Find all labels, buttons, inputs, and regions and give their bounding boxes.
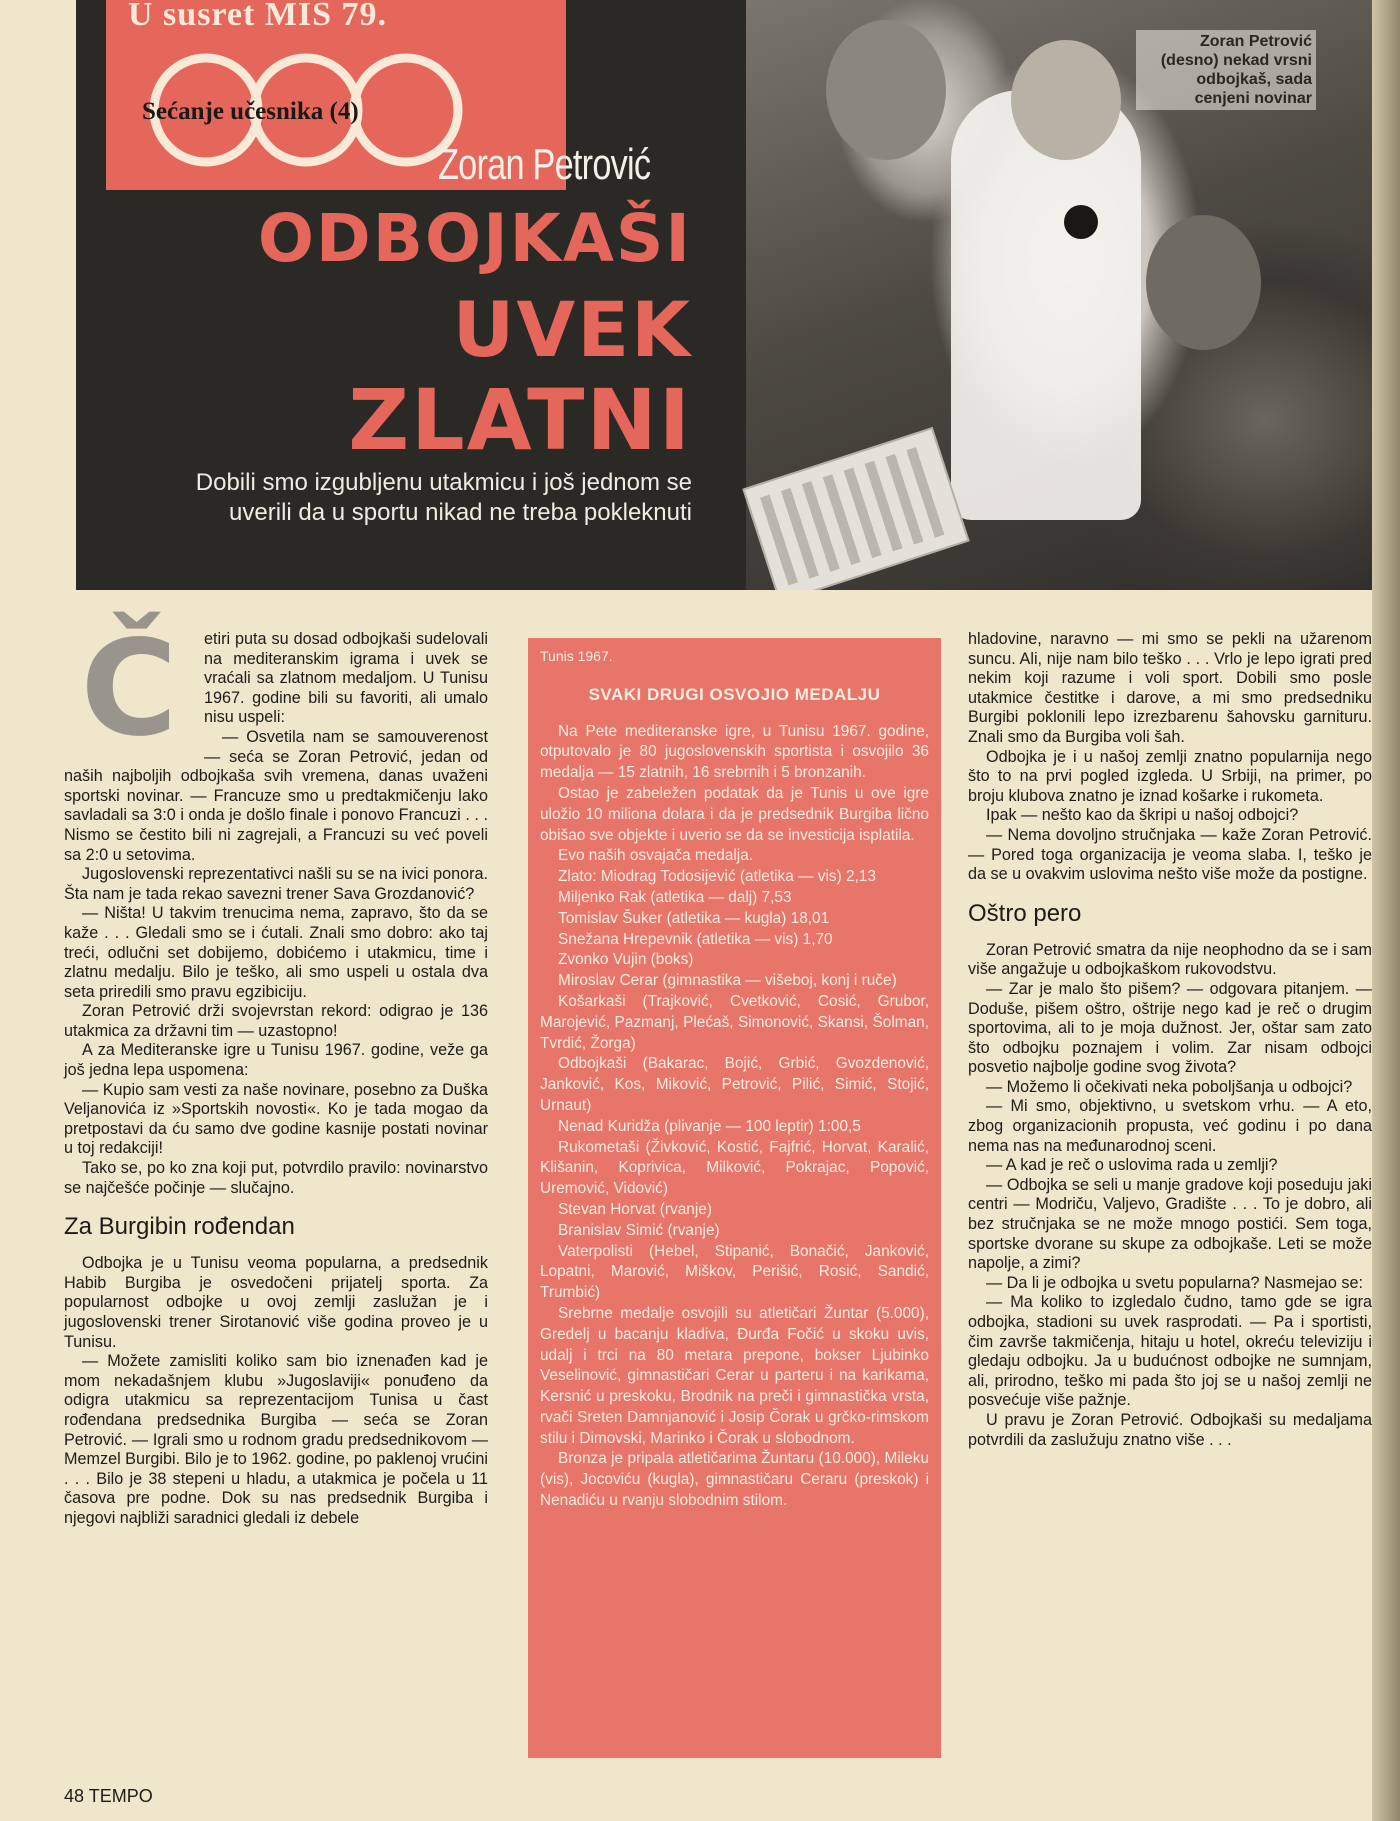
sidebar-paragraph: Na Pete mediteranske igre, u Tunisu 1967. godine, otputovalo je 80 jugoslovenskih sportista i osvojilo 36 medalja — 15 zlatnih, 16 srebrnih i 5 bronzanih. (540, 722, 929, 782)
sidebar-paragraph: Srebrne medalje osvojili su atletičari Žuntar (5.000), Gredelj u bacanju kladiva, Đurđa Fočić u skoku uvis, udalj i trci na 80 metara prepone, bokser Ljubinko Veselinović, gimnastičari Cerar u parteru i na karikama, Kersnić u preskoku, Brodnik na preči i gimnastička vrsta, rvači Sreten Damnjanović i Josip Čorak u grčko-rimskom stilu i Dimovski, Marinko i Čorak u slobodnom. (540, 1304, 929, 1447)
drop-cap: Č (80, 612, 178, 766)
sidebar-tag: Tunis 1967. (540, 648, 613, 664)
paragraph: Zoran Petrović drži svojevrstan rekord: odigrao je 136 utakmica za državni tim — uzastopno! (64, 1002, 488, 1040)
sidebar-paragraph: Evo naših osvajača medalja. (558, 847, 754, 865)
paragraph: — Ništa! U takvim trenucima nema, zapravo, što da se kaže . . . Gledali smo se i ćutali. Znali smo dobro: ako taj treći, odlučni set dobijemo, dobićemo i utakmicu, time i zlatnu medalju. Bilo je teško, ali smo uspeli u ostala dva seta priredili smo pravu egzibiciju. (64, 904, 488, 1001)
author-name: Zoran Petrović (438, 140, 651, 189)
article-photo (746, 0, 1372, 590)
article-header (76, 0, 1372, 590)
paragraph: etiri puta su dosad odbojkaši sudelovali na mediteranskim igrama i uvek se vraćali sa zlatnom medaljom. U Tunisu 1967. godine bili su favoriti, ali umalo nisu uspeli: (204, 630, 488, 727)
section-heading-ostro-pero: Oštro pero (968, 899, 1082, 927)
series-subtitle: Sećanje učesnika (4) (142, 98, 359, 125)
headline-line-1: ODBOJKAŠI (257, 200, 692, 277)
right-column (968, 630, 1372, 1450)
paragraph: — Zar je malo što pišem? — odgovara pitanjem. — Doduše, pišem oštro, oštrije nego kad je reč o drugim sportovima, ali to je moja dužnost. Jer, oštar sam zato što odbojku poznajem i volim. Zar nisam odbojci posvetio najbolje godine svog života? (968, 979, 1372, 1077)
sidebar-paragraph: Nenad Kuridža (plivanje — 100 leptir) 1:00,5 (558, 1117, 861, 1135)
sidebar-heading: SVAKI DRUGI OSVOJIO MEDALJU (588, 684, 881, 704)
paragraph: — Možemo li očekivati neka poboljšanja u odbojci? (986, 1077, 1353, 1096)
paragraph: — Mi smo, objektivno, u svetskom vrhu. — A eto, zbog organizacionih propusta, već godinu i po dana nema nas na međunarodnoj sceni. (968, 1097, 1372, 1155)
headline-line-3: ZLATNI (348, 371, 692, 469)
paragraph: — Kupio sam vesti za naše novinare, posebno za Duška Veljanovića iz »Sportskih novosti«. Ko je tada mogao da pretpostavi da ću samo dve godine kasnije postati novinar u toj redakciji! (64, 1080, 488, 1158)
medal-sidebar (528, 638, 941, 1758)
paragraph: — Odbojka se seli u manje gradove koji poseduju jaki centri — Modriču, Valjevo, Gradište . . . To je dobro, ali bez stručnjaka se ne može mnogo postići. Sem toga, sportske dvorane su skupe za odbojkaše. Leti se može napolje, a zimi? (968, 1175, 1372, 1273)
sidebar-paragraph: Tomislav Šuker (atletika — kugla) 18,01 (558, 909, 830, 927)
paragraph: — Osvetila nam se samouverenost — seća se Zoran Petrović, jedan od naših najboljih odbojkaša svih vremena, danas uvaženi sportski novinar. — Francuze smo u predtakmičenju lako savladali sa 3:0 i onda je došlo finale i ponovo Francuzi . . . Nismo se čestito bili ni zagrejali, a Francuzi su već poveli sa 2:0 u setovima. (64, 727, 488, 864)
photo-badge (1064, 205, 1098, 239)
sidebar-paragraph: Miroslav Cerar (gimnastika — višeboj, konj i ruče) (558, 972, 897, 990)
paragraph: A za Mediteranske igre u Tunisu 1967. godine, veže ga još jedna lepa uspomena: (64, 1041, 488, 1080)
paragraph: Odbojka je u Tunisu veoma popularna, a predsednik Habib Burgiba je osvedočeni prijatelj sporta. Za popularnost odbojke u ovoj zemlji zaslužan je i jugoslovenski trener Sirotanović više godina proveo je u Tunisu. (64, 1254, 488, 1351)
paragraph: — Nema dovoljno stručnjaka — kaže Zoran Petrović. — Pored toga organizacija je veoma slaba. I, teško je da se u ovakvim uslovima nešto više može da postigne. (968, 825, 1372, 884)
paragraph: — A kad je reč o uslovima rada u zemlji? (986, 1156, 1278, 1175)
sidebar-paragraph: Snežana Hrepevnik (atletika — vis) 1,70 (558, 930, 833, 948)
sidebar-paragraph: Odbojkaši (Bakarac, Bojić, Grbić, Gvozdenović, Janković, Kos, Miković, Petrović, Pilić, Simić, Stojić, Urnaut) (540, 1055, 929, 1114)
page-footer: 48 TEMPO (64, 1786, 153, 1806)
left-column (64, 612, 488, 1529)
paragraph: U pravu je Zoran Petrović. Odbojkaši su medaljama potvrdili da zaslužuju znatno više . . . (968, 1410, 1372, 1449)
sidebar-paragraph: Bronza je pripala atletičarima Žuntaru (10.000), Mileku (vis), Jocoviću (kugla), gimnastičaru Ceraru (preskok) i Nenadiću u rvanju slobodnim stilom. (540, 1450, 929, 1510)
section-heading-burgiba: Za Burgibin rođendan (64, 1213, 295, 1241)
photo-figure-center-head (1011, 40, 1121, 160)
paragraph: Tako se, po ko zna koji put, potvrdilo pravilo: novinarstvo se najčešće počinje — slučajno. (64, 1159, 488, 1197)
page-edge (1372, 0, 1400, 1821)
paragraph: Zoran Petrović smatra da nije neophodno da se i sam više angažuje u odbojkaškom rukovodstvu. (968, 940, 1372, 979)
paragraph: hladovine, naravno — mi smo se pekli na užarenom suncu. Ali, nije nam bilo teško . . . Vrlo je lepo igrati pred nekim koji razume i voli sport. Dobili smo posle utakmice čestitke i darove, a mi smo predsedniku Burgibi poklonili lepo izrezbarenu šahovsku garnituru. Znali smo da Burgiba voli šah. (968, 630, 1372, 746)
sidebar-paragraph: Branislav Simić (rvanje) (558, 1221, 720, 1239)
sidebar-paragraph: Stevan Horvat (rvanje) (558, 1200, 712, 1218)
sidebar-paragraph: Zvonko Vujin (boks) (558, 951, 694, 969)
photo-figure-right (1146, 215, 1261, 350)
sidebar-paragraph: Miljenko Rak (atletika — dalj) 7,53 (558, 888, 792, 906)
paragraph: — Ma koliko to izgledalo čudno, tamo gde se igra odbojka, stadioni su uvek rasprodati. — Pa i sportisti, čim završe takmičenja, hitaju u hotel, okreću televiziju i gledaju odbojku. Ja u budućnost odbojke ne sumnjam, ali, prirodno, teško mi pada što joj se u našoj zemlji ne posvećuje više pažnje. (968, 1293, 1372, 1410)
photo-caption: Zoran Petrović (desno) nekad vrsni odbojkaš, sada cenjeni novinar (1136, 30, 1316, 110)
series-title: U susret MIS 79. (128, 0, 388, 33)
sidebar-paragraph: Rukometaši (Živković, Kostić, Fajfrić, Horvat, Karalić, Klišanin, Koprivica, Milković, Pokrajac, Popović, Uremović, Vidović) (540, 1138, 929, 1198)
sidebar-paragraph: Vaterpolisti (Hebel, Stipanić, Bonačić, Janković, Lopatni, Marović, Miškov, Perišić, Rosić, Sandić, Trumbić) (540, 1242, 929, 1302)
paragraph: — Možete zamisliti koliko sam bio iznenađen kad je mom nekadašnjem klubu »Jugoslaviji« ponuđeno da odigra utakmicu sa reprezentacijom Tunisa u čast rođendana predsednika Burgiba — seća se Zoran Petrović. — Igrali smo u rodnom gradu predsednikovom — Memzel Burgibi. Bilo je to 1962. godine, po paklenoj vrućini . . . Bilo je 38 stepeni u hladu, a utakmica je počela u 11 časova pre podne. Dok su nas predsednik Burgiba i njegovi najbliži saradnici gledali iz debele (64, 1352, 488, 1527)
sidebar-paragraph: Košarkaši (Trajković, Cvetković, Cosić, Grubor, Marojević, Pazmanj, Plećaš, Simonović, Skansi, Šolman, Tvrdić, Žorga) (540, 992, 929, 1052)
photo-figure-left (826, 20, 946, 160)
headline-line-2: UVEK (452, 285, 692, 374)
article-lead: Dobili smo izgubljenu utakmicu i još jednom se uverili da u sportu nikad ne treba pokleknuti (195, 469, 692, 526)
sidebar-paragraph: Zlato: Miodrag Todosijević (atletika — vis) 2,13 (558, 868, 876, 886)
photo-score-sheet (742, 427, 969, 590)
paragraph: — Da li je odbojka u svetu popularna? Nasmejao se: (986, 1273, 1364, 1292)
paragraph: Jugoslovenski reprezentativci našli su se na ivici ponora. Šta nam je tada rekao savezni trener Sava Grozdanović? (64, 865, 488, 903)
paragraph: Ipak — nešto kao da škripi u našoj odbojci? (986, 806, 1299, 825)
paragraph: Odbojka je i u našoj zemlji znatno popularnija nego što to na prvi pogled izgleda. U Srbiji, na primer, po broju klubova znatno je iznad košarke i rukometa. (968, 747, 1372, 805)
sidebar-paragraph: Ostao je zabeležen podatak da je Tunis u ove igre uložio 10 miliona dolara i da je predsednik Burgiba lično obišao sve objekte i uverio se da se investicija isplatila. (540, 784, 929, 844)
